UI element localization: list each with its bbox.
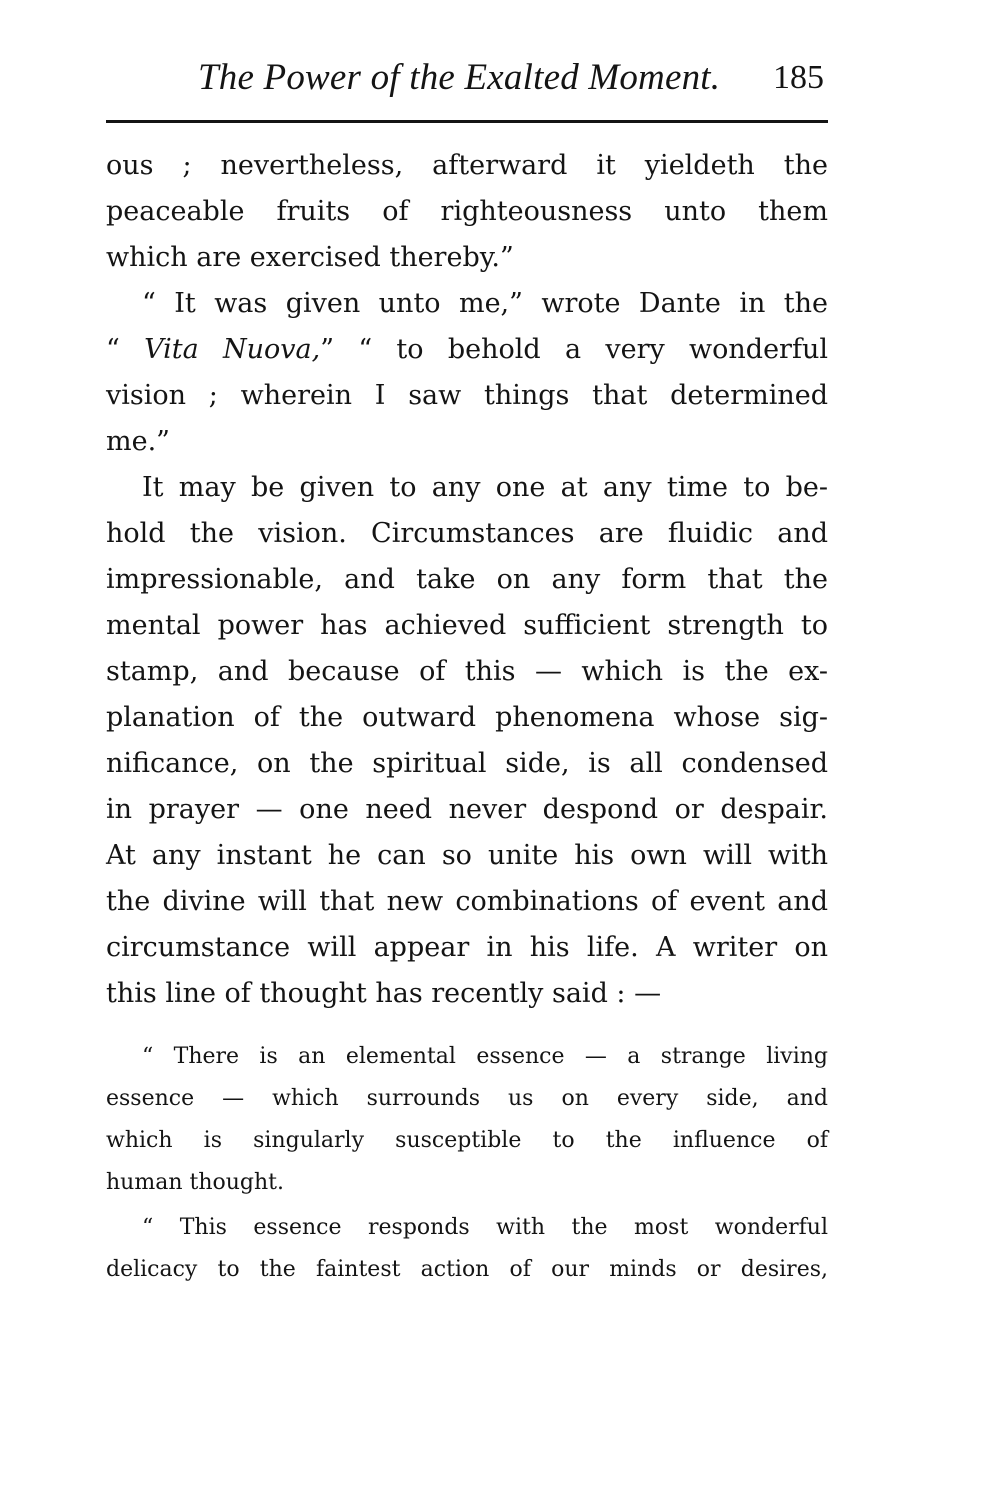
text-line: in prayer — one need never despond or despair. bbox=[106, 794, 828, 825]
quote-open: “ bbox=[106, 334, 145, 365]
text-line: vision ; wherein I saw things that determined bbox=[106, 380, 828, 411]
text-line: impressionable, and take on any form that the bbox=[106, 564, 828, 595]
quotation-paragraph bbox=[106, 1207, 828, 1291]
text-fragment: ” “ to behold a very wonderful bbox=[320, 334, 828, 365]
text-line: me.” bbox=[106, 426, 170, 457]
text-line: At any instant he can so unite his own will with bbox=[106, 840, 828, 871]
text-line: peaceable fruits of righteousness unto them bbox=[106, 196, 828, 227]
running-head bbox=[106, 58, 828, 106]
body-text bbox=[106, 143, 828, 1017]
text-line bbox=[106, 327, 828, 373]
text-line: mental power has achieved sufficient strength to bbox=[106, 610, 828, 641]
text-line: stamp, and because of this — which is the ex- bbox=[106, 656, 828, 687]
quote-line: delicacy to the faintest action of our minds or desires, bbox=[106, 1257, 828, 1282]
quote-line: “ There is an elemental essence — a strange living bbox=[142, 1044, 828, 1069]
quotation-paragraph bbox=[106, 1036, 828, 1204]
paragraph-vision bbox=[106, 465, 828, 1017]
book-title-vita-nuova: Vita Nuova, bbox=[144, 334, 321, 365]
text-line: ous ; nevertheless, afterward it yieldeth the bbox=[106, 150, 828, 181]
text-line: nificance, on the spiritual side, is all condensed bbox=[106, 748, 828, 779]
quote-line: human thought. bbox=[106, 1170, 284, 1195]
text-line: circumstance will appear in his life. A writer on bbox=[106, 932, 828, 963]
header-rule bbox=[106, 120, 828, 123]
text-line: hold the vision. Circumstances are fluidic and bbox=[106, 518, 828, 549]
block-quotation bbox=[106, 1036, 828, 1291]
text-line: planation of the outward phenomena whose sig- bbox=[106, 702, 828, 733]
text-line: the divine will that new combinations of event and bbox=[106, 886, 828, 917]
paragraph-continuation bbox=[106, 143, 828, 281]
page-number: 185 bbox=[773, 59, 824, 96]
quote-line: which is singularly susceptible to the influence of bbox=[106, 1128, 828, 1153]
text-line: which are exercised thereby.” bbox=[106, 242, 514, 273]
text-line: “ It was given unto me,” wrote Dante in the bbox=[142, 288, 828, 319]
text-line: It may be given to any one at any time to be- bbox=[142, 472, 828, 503]
paragraph-dante bbox=[106, 281, 828, 465]
text-line: this line of thought has recently said : — bbox=[106, 978, 662, 1009]
running-title: The Power of the Exalted Moment. bbox=[198, 57, 721, 98]
quote-line: essence — which surrounds us on every side, and bbox=[106, 1086, 828, 1111]
quote-line: “ This essence responds with the most wonderful bbox=[142, 1215, 828, 1240]
